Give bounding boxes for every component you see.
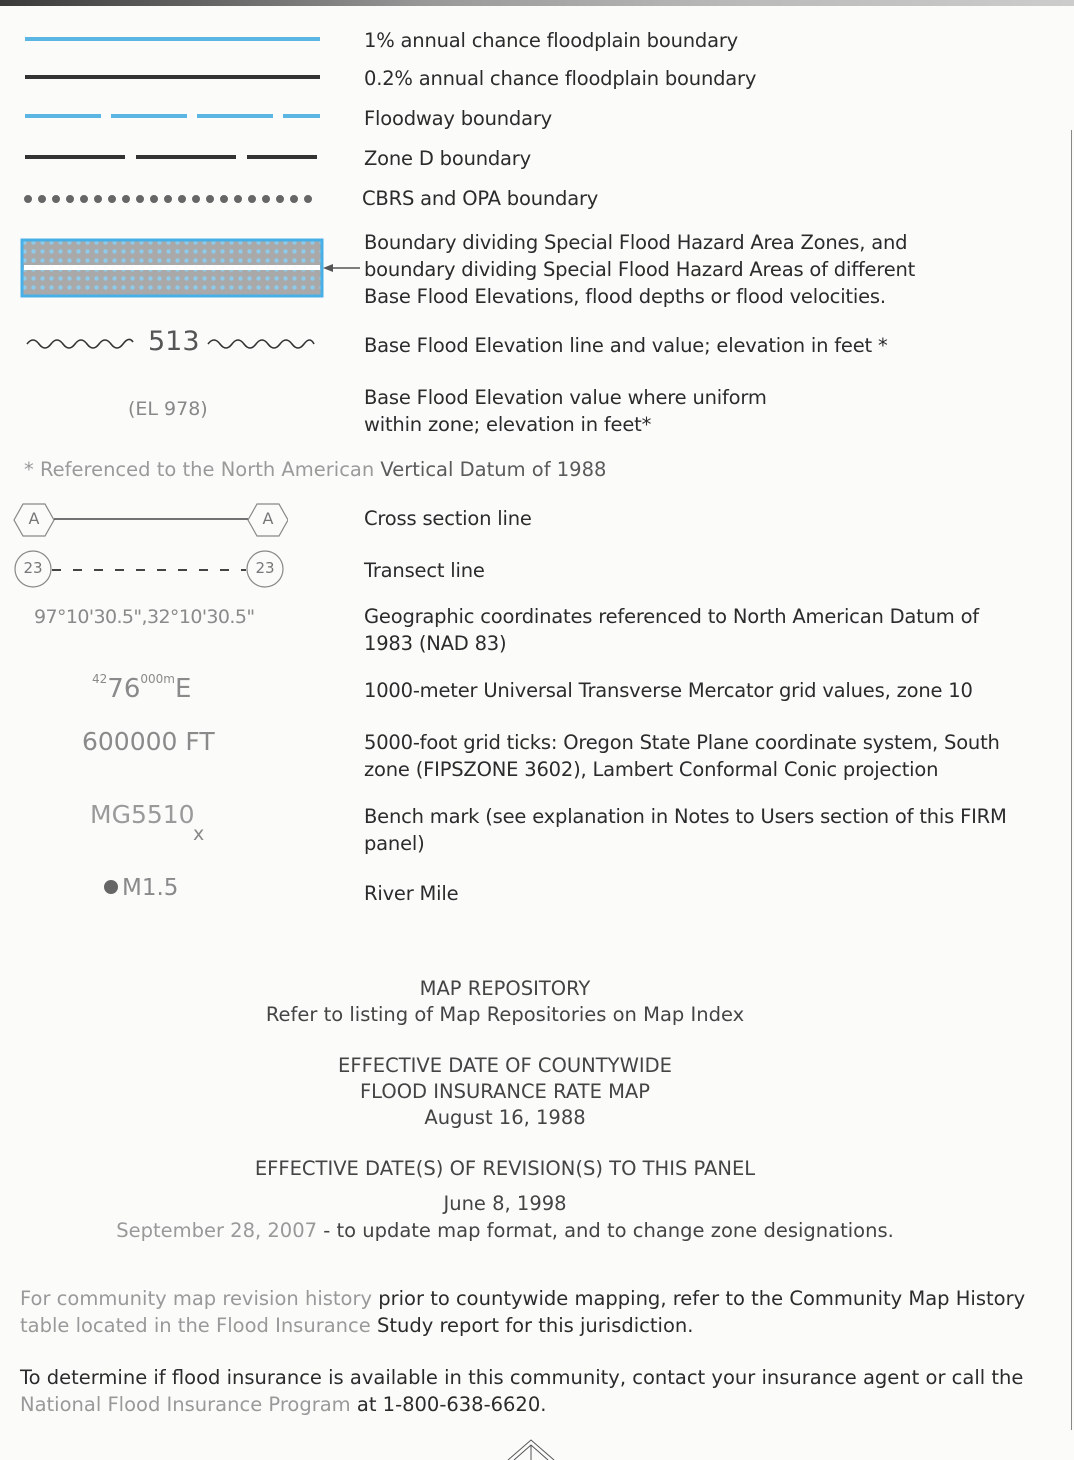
legend-cbrs: CBRS and OPA boundary — [362, 187, 599, 210]
utm-sup1: 42 — [92, 672, 108, 686]
legend-sfha-line2: boundary dividing Special Flood Hazard Areas of different — [364, 258, 916, 281]
bfe-wave-left-icon — [25, 334, 135, 350]
geo-coordinate-symbol: 97°10'30.5",32°10'30.5" — [34, 606, 255, 628]
history-note-line1 — [20, 1285, 1025, 1312]
floodplain-1pct-symbol — [25, 37, 320, 41]
river-mile-value: M1.5 — [122, 875, 179, 901]
legend-river-mile: River Mile — [364, 882, 459, 905]
legend-ft-line2: zone (FIPSZONE 3602), Lambert Conformal Conic projection — [364, 758, 939, 781]
state-plane-symbol: 600000 FT — [82, 727, 215, 756]
insurance-note-line1: To determine if flood insurance is available in this community, contact your insurance agent or call the — [20, 1366, 1024, 1389]
datum-footnote — [24, 458, 606, 481]
legend-floodplain-02pct: 0.2% annual chance floodplain boundary — [364, 67, 757, 90]
history-note-a: For community map revision history — [20, 1287, 373, 1310]
revision-date-2 — [0, 1218, 1010, 1244]
transect-label-left: 23 — [23, 559, 43, 577]
effective-date-value: August 16, 1988 — [424, 1106, 586, 1129]
utm-main: 76 — [107, 674, 141, 704]
bfe-wave-right-icon — [206, 334, 316, 350]
legend-utm: 1000-meter Universal Transverse Mercator grid values, zone 10 — [364, 679, 973, 702]
floodway-symbol — [25, 113, 325, 119]
revision-date-2-date: September 28, 2007 — [116, 1219, 318, 1242]
map-repository-subtitle: Refer to listing of Map Repositories on Map Index — [265, 1003, 745, 1026]
cbrs-dots-symbol — [20, 192, 320, 206]
floodplain-02pct-symbol — [25, 75, 320, 79]
footnote-part1: * Referenced to the North American — [24, 458, 375, 481]
legend-ft-line1: 5000-foot grid ticks: Oregon State Plane coordinate system, South — [364, 731, 1000, 754]
el-symbol: (EL 978) — [128, 398, 208, 420]
history-note-d: Study report for this jurisdiction. — [370, 1314, 694, 1337]
legend-bm-line2: panel) — [364, 832, 425, 855]
revision-date-1: June 8, 1998 — [443, 1192, 567, 1215]
legend-floodway: Floodway boundary — [364, 107, 553, 130]
legend-cross-section: Cross section line — [364, 507, 532, 530]
history-note-line2 — [20, 1312, 693, 1339]
bfe-value-symbol: 513 — [148, 326, 200, 357]
bench-mark-symbol: MG5510 — [90, 800, 195, 829]
legend-bfe-line: Base Flood Elevation line and value; elevation in feet * — [364, 334, 888, 357]
utm-sup2: 000m — [140, 672, 175, 686]
history-note-b: prior to countywide mapping, refer to the Community Map History — [372, 1287, 1026, 1310]
history-note-c: table located in the Flood Insurance — [20, 1314, 371, 1337]
footnote-part2: Vertical Datum of 1988 — [374, 458, 607, 481]
river-mile-symbol — [104, 875, 178, 901]
map-repository-title: MAP REPOSITORY — [419, 977, 591, 1000]
sfha-boundary-symbol — [20, 238, 365, 300]
cross-section-label-right: A — [262, 509, 274, 528]
legend-sfha-line1: Boundary dividing Special Flood Hazard Area Zones, and — [364, 231, 908, 254]
effective-date-line2: FLOOD INSURANCE RATE MAP — [359, 1080, 651, 1103]
transect-label-right: 23 — [255, 559, 275, 577]
legend-el-line1: Base Flood Elevation value where uniform — [364, 386, 767, 409]
insurance-note-line2 — [20, 1391, 546, 1418]
torn-top-edge — [0, 0, 1074, 6]
cross-section-label-left: A — [28, 509, 40, 528]
legend-floodplain-1pct: 1% annual chance floodplain boundary — [364, 29, 738, 52]
revisions-title: EFFECTIVE DATE(S) OF REVISION(S) TO THIS PANEL — [254, 1157, 756, 1180]
legend-el-line2: within zone; elevation in feet* — [364, 413, 652, 436]
revision-date-2-note: - to update map format, and to change zone designations. — [317, 1219, 894, 1242]
legend-geo-line1: Geographic coordinates referenced to North American Datum of — [364, 605, 979, 628]
insurance-note-phone: at 1-800-638-6620. — [350, 1393, 547, 1416]
legend-sfha-line3: Base Flood Elevations, flood depths or flood velocities. — [364, 285, 886, 308]
legend-bm-line1: Bench mark (see explanation in Notes to Users section of this FIRM — [364, 805, 1007, 828]
zone-d-symbol — [25, 154, 325, 160]
insurance-note-program: National Flood Insurance Program — [20, 1393, 351, 1416]
utm-suffix: E — [174, 674, 192, 704]
bench-mark-x-icon: x — [193, 823, 205, 845]
river-mile-dot-icon — [104, 880, 118, 894]
effective-date-line1: EFFECTIVE DATE OF COUNTYWIDE — [338, 1054, 672, 1077]
legend-zone-d: Zone D boundary — [364, 147, 531, 170]
fema-logo-icon — [506, 1438, 556, 1460]
page-edge — [1071, 130, 1072, 1430]
utm-symbol — [92, 672, 191, 704]
legend-geo-line2: 1983 (NAD 83) — [364, 632, 507, 655]
legend-transect: Transect line — [364, 559, 485, 582]
